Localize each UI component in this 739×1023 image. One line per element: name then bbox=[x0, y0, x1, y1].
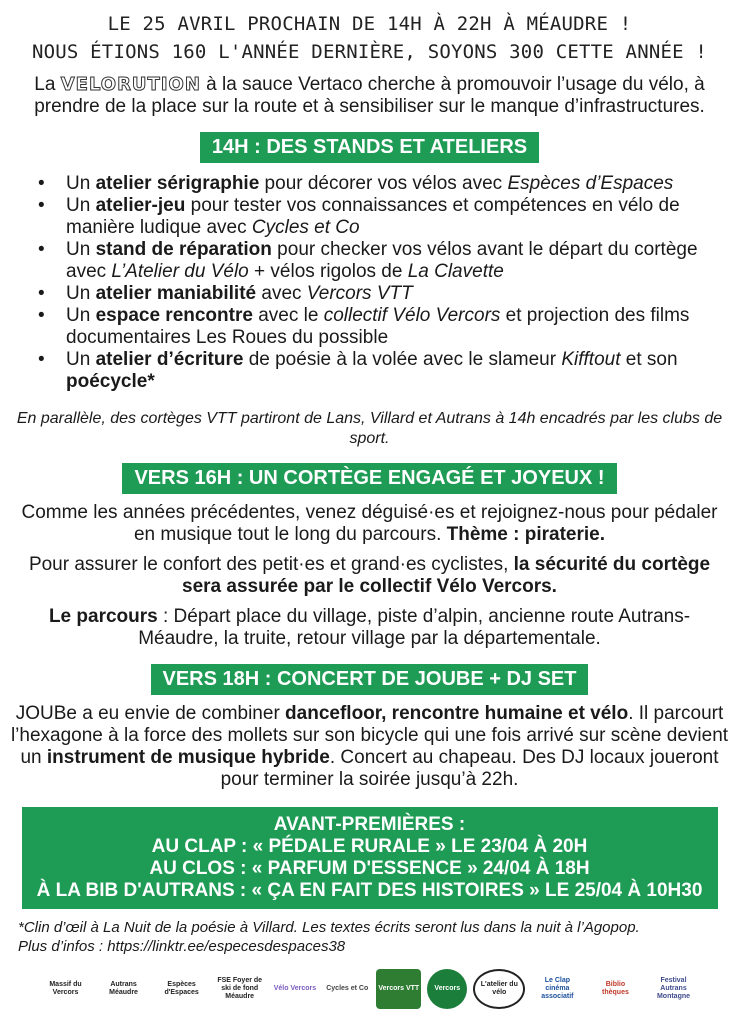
text: Un bbox=[66, 195, 96, 216]
workshop-list bbox=[38, 173, 718, 393]
preview-line: À LA BIB D'AUTRANS : « ÇA EN FAIT DES HISTOIRES » LE 25/04 À 10H30 bbox=[36, 880, 703, 901]
italic-text: L’Atelier du Vélo bbox=[111, 261, 249, 282]
section3-title: VERS 18H : CONCERT DE JOUBE + DJ SET bbox=[162, 668, 577, 690]
italic-text: Espèces d’Espaces bbox=[507, 173, 674, 194]
list-item bbox=[38, 195, 718, 239]
previews-title: AVANT-PREMIÈRES : bbox=[273, 814, 466, 835]
list-item bbox=[38, 173, 718, 195]
preview-line: AU CLAP : « PÉDALE RURALE » LE 23/04 À 20H bbox=[151, 836, 588, 857]
header-line-1: LE 25 AVRIL PROCHAIN DE 14H À 22H À MÉAUDRE ! bbox=[107, 13, 632, 35]
text: Un bbox=[66, 173, 96, 194]
bold-text: atelier d’écriture bbox=[95, 349, 244, 370]
text: Un bbox=[66, 349, 96, 370]
bold-text: espace rencontre bbox=[95, 305, 253, 326]
text: Comme les années précédentes, venez déguisé·es et rejoignez-nous pour pédaler en musique tout le long du parcours. bbox=[21, 502, 718, 545]
text: Un bbox=[66, 239, 96, 260]
partner-logo: Biblio thèques bbox=[602, 981, 629, 996]
text: + vélos rigolos de bbox=[248, 261, 408, 282]
text: pour tester vos connaissances et compétences en vélo de manière ludique avec bbox=[66, 195, 680, 238]
bold-text: atelier-jeu bbox=[95, 195, 186, 216]
intro-prefix: La bbox=[34, 74, 61, 95]
text: de poésie à la volée avec le slameur bbox=[243, 349, 562, 370]
text: et projection des films documentaires Les Roues du possible bbox=[66, 305, 690, 348]
velorution-logo-text: VELORUTION bbox=[60, 74, 201, 95]
list-item bbox=[38, 239, 718, 283]
previews-box bbox=[22, 807, 718, 909]
partner-logo: Cycles et Co bbox=[326, 985, 369, 992]
text: avec bbox=[256, 283, 307, 304]
partner-logo: Espèces d'Espaces bbox=[164, 981, 199, 996]
partner-logo: Festival Autrans Montagne bbox=[656, 977, 691, 1000]
section3-banner bbox=[151, 664, 589, 695]
bold-text: Le parcours bbox=[48, 606, 158, 627]
text: Un bbox=[66, 305, 96, 326]
section1-banner bbox=[200, 132, 539, 163]
bold-text: instrument de musique hybride bbox=[46, 747, 330, 768]
preview-line: AU CLOS : « PARFUM D'ESSENCE » 24/04 À 18H bbox=[149, 858, 590, 879]
route-paragraph bbox=[10, 606, 729, 650]
text: avec le bbox=[252, 305, 324, 326]
list-item bbox=[38, 349, 718, 393]
section1-title: 14H : DES STANDS ET ATELIERS bbox=[211, 136, 528, 158]
text: Un bbox=[66, 283, 96, 304]
footnote-line: *Clin d’œil à La Nuit de la poésie à Villard. Les textes écrits seront lus dans la nuit à l’Agopop. bbox=[18, 919, 640, 936]
bold-text: la sécurité du cortège sera assurée par le collectif Vélo Vercors. bbox=[182, 554, 711, 597]
bold-text: poécycle* bbox=[66, 371, 155, 392]
text: : Départ place du village, piste d’alpin, ancienne route Autrans-Méaudre, la truite, retour village par la départementale. bbox=[138, 606, 691, 649]
section2-title: VERS 16H : UN CORTÈGE ENGAGÉ ET JOYEUX ! bbox=[134, 467, 605, 489]
bold-text: atelier maniabilité bbox=[95, 283, 257, 304]
text: pour décorer vos vélos avec bbox=[259, 173, 508, 194]
concert-paragraph bbox=[10, 703, 729, 791]
partner-logo: Vercors bbox=[427, 969, 467, 1009]
cortege-paragraph bbox=[10, 502, 729, 546]
header-line-2: NOUS ÉTIONS 160 L'ANNÉE DERNIÈRE, SOYONS 300 CETTE ANNÉE ! bbox=[31, 41, 708, 63]
partner-logo: FSE Foyer de ski de fond Méaudre bbox=[217, 977, 263, 1000]
footnote bbox=[18, 918, 721, 956]
bold-text: dancefloor, rencontre humaine et vélo bbox=[285, 703, 629, 724]
italic-text: collectif Vélo Vercors bbox=[323, 305, 501, 326]
partner-logos bbox=[40, 966, 700, 1012]
partner-logo: L'atelier du vélo bbox=[473, 969, 525, 1009]
partner-logo: Vercors VTT bbox=[376, 969, 421, 1009]
text: JOUBe a eu envie de combiner bbox=[15, 703, 286, 724]
text: pour checker vos vélos avant le départ du cortège avec bbox=[66, 239, 698, 282]
more-info-link[interactable]: Plus d’infos : https://linktr.ee/especesdespaces38 bbox=[18, 938, 346, 955]
partner-logo: Le Clap cinéma associatif bbox=[541, 977, 574, 1000]
bold-text: Thème : piraterie. bbox=[446, 524, 606, 545]
bold-text: stand de réparation bbox=[95, 239, 272, 260]
italic-text: Cycles et Co bbox=[251, 217, 360, 238]
text: et son bbox=[620, 349, 678, 370]
text: . Il parcourt l’hexagone à la force des mollets sur son bicycle qui une fois arrivé sur scène devient un bbox=[10, 703, 729, 768]
list-item bbox=[38, 305, 718, 349]
bold-text: atelier sérigraphie bbox=[95, 173, 260, 194]
partner-logo: Vélo Vercors bbox=[273, 985, 317, 992]
italic-text: La Clavette bbox=[407, 261, 504, 282]
parallel-note: En parallèle, des cortèges VTT partiront de Lans, Villard et Autrans à 14h encadrés par les clubs de sport. bbox=[16, 410, 723, 447]
text: . Concert au chapeau. Des DJ locaux joueront pour terminer la soirée jusqu’à 22h. bbox=[220, 747, 719, 790]
list-item bbox=[38, 283, 718, 305]
intro-paragraph bbox=[10, 74, 729, 118]
section2-banner bbox=[122, 463, 616, 494]
security-paragraph bbox=[10, 554, 729, 598]
partner-logo: Autrans Méaudre bbox=[109, 981, 138, 996]
italic-text: Vercors VTT bbox=[306, 283, 413, 304]
intro-text: à la sauce Vertaco cherche à promouvoir l’usage du vélo, à prendre de la place sur la route et à sensibiliser sur le manque d’infrastructures. bbox=[34, 74, 705, 117]
italic-text: Kifftout bbox=[561, 349, 621, 370]
text: Pour assurer le confort des petit·es et grand·es cyclistes, bbox=[28, 554, 514, 575]
partner-logo: Massif du Vercors bbox=[49, 981, 82, 996]
